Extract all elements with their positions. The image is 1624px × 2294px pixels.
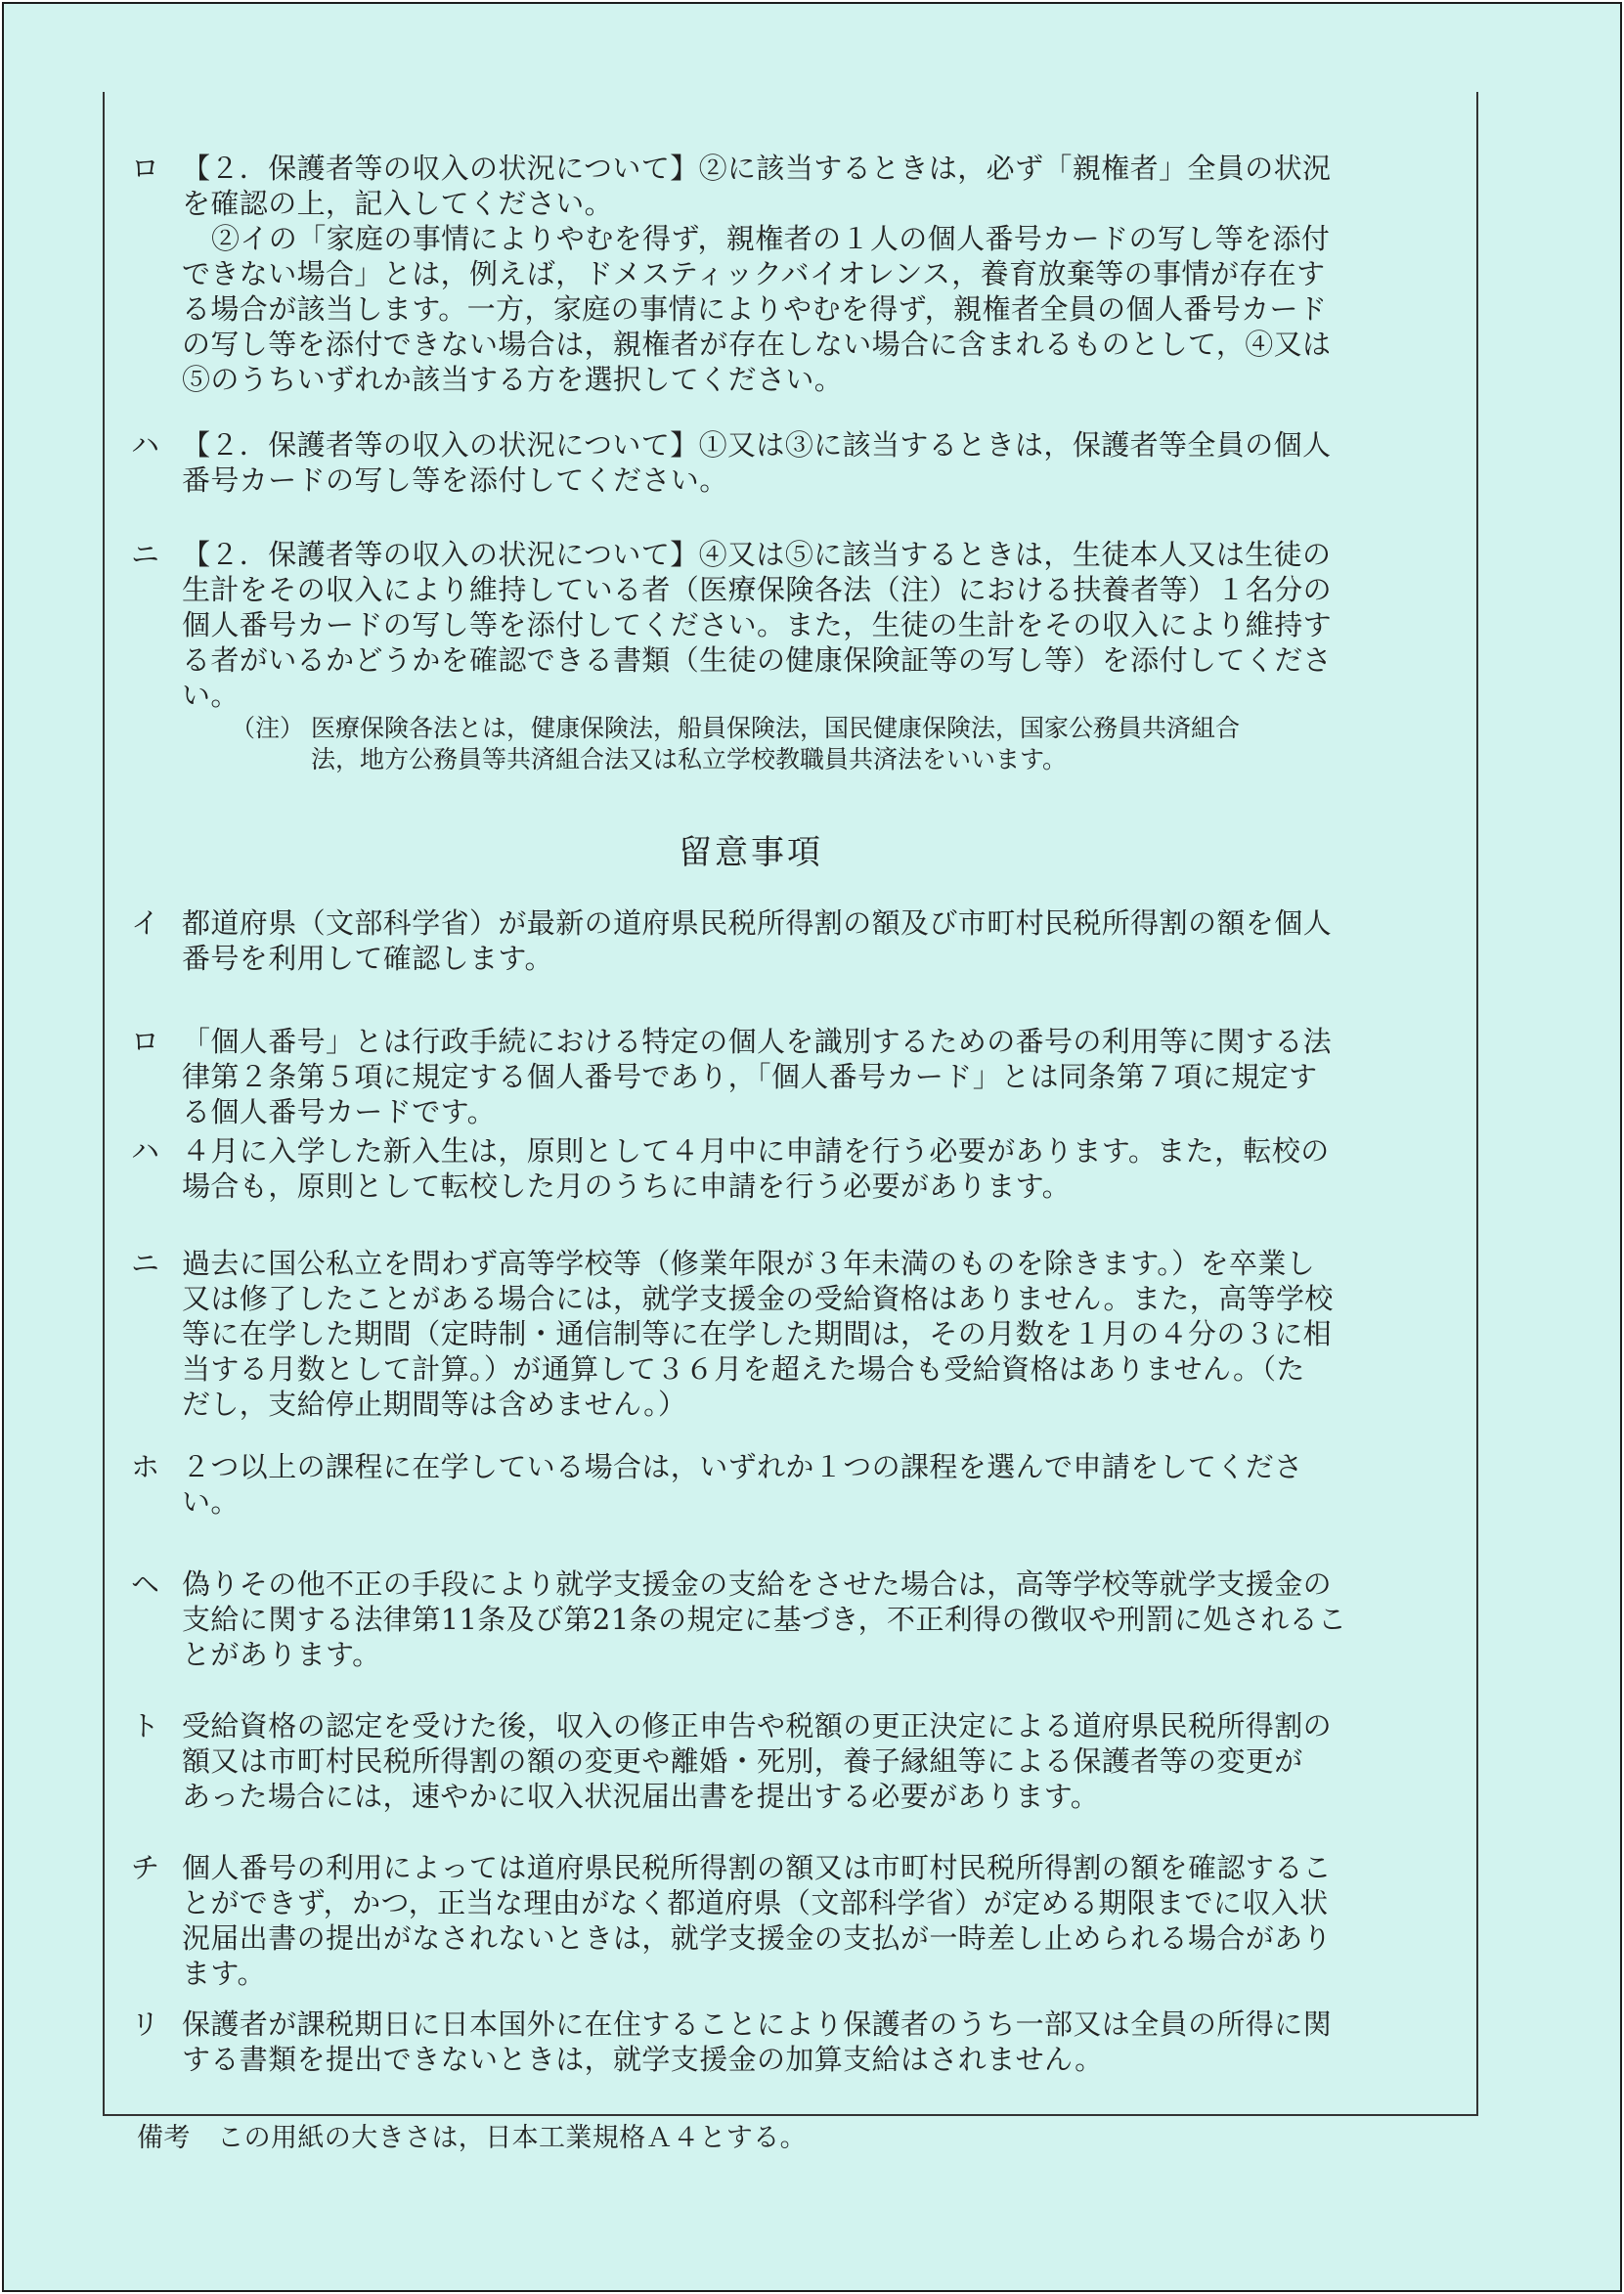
item-text: 「個人番号」とは行政手続における特定の個人を識別するための番号の利用等に関する法 律第２条第５項に規定する個人番号であり，「個人番号カード」とは同条第７項に規定す る個人番号カードです。 — [182, 1025, 1333, 1128]
item-text: 個人番号の利用によっては道府県民税所得割の額又は市町村民税所得割の額を確認するこ とができず，かつ，正当な理由がなく都道府県（文部科学省）が定める期限までに収入状 況届出書の提出がなされないときは，就学支援金の支払が一時差し止められる場合があり ます。 — [182, 1851, 1333, 1990]
item-marker: ロ — [131, 1025, 160, 1058]
item-text: 過去に国公私立を問わず高等学校等（修業年限が３年未満のものを除きます。）を卒業し 又は修了したことがある場合には，就学支援金の受給資格はありません。また，高等学校 等に在学した期間（定時制・通信制等に在学した期間は，その月数を１月の４分の３に相 当する月数として計算。）が通算して３６月を超えた場合も受給資格はありません。（た だし，支給停止期間等は含めません。） — [182, 1247, 1334, 1421]
item-he — [131, 1566, 1441, 1672]
item-marker: イ — [131, 906, 160, 940]
footnote-label: （注） — [231, 714, 305, 742]
item-text: 偽りその他不正の手段により就学支援金の支給をさせた場合は，高等学校等就学支援金の 支給に関する法律第11条及び第21条の規定に基づき，不正利得の徴収や刑罰に処されるこ とがあります。 — [182, 1567, 1347, 1671]
item-marker: ニ — [131, 538, 160, 571]
item-text: 受給資格の認定を受けた後，収入の修正申告や税額の更正決定による道府県民税所得割の 額又は市町村民税所得割の額の変更や離婚・死別，養子縁組等による保護者等の変更が あった場合には，速やかに収入状況届出書を提出する必要があります。 — [182, 1709, 1333, 1813]
item-text: 【２．保護者等の収入の状況について】②に該当するときは，必ず「親権者」全員の状況 を確認の上，記入してください。 — [182, 152, 1332, 220]
item-text: 【２．保護者等の収入の状況について】④又は⑤に該当するときは，生徒本人又は生徒の 生計をその収入により維持している者（医療保険各法（注）における扶養者等）１名分の 個人番号カードの写し等を添付してください。また，生徒の生計をその収入により維持す る者がいるかどうかを確認できる書類（生徒の健康保険証等の写し等）を添付してくださ い。 — [182, 538, 1333, 712]
item-i — [131, 905, 1441, 976]
item-marker: ト — [131, 1709, 160, 1743]
item-ho — [131, 1449, 1441, 1520]
item-ni — [131, 1246, 1441, 1422]
item-marker: ニ — [131, 1247, 160, 1280]
item-text: ２つ以上の課程に在学している場合は，いずれか１つの課程を選んで申請をしてくださ い。 — [182, 1450, 1303, 1519]
item-chi — [131, 1850, 1441, 1991]
item-text: 保護者が課税期日に日本国外に在住することにより保護者のうち一部又は全員の所得に関 する書類を提出できないときは，就学支援金の加算支給はされません。 — [182, 2007, 1333, 2076]
footnote — [231, 713, 1433, 775]
item-ro — [131, 1024, 1441, 1129]
footnote-text: 医療保険各法とは，健康保険法，船員保険法，国民健康保険法，国家公務員共済組合 法，地方公務員等共済組合法又は私立学校教職員共済法をいいます。 — [311, 714, 1241, 773]
item-text: 都道府県（文部科学省）が最新の道府県民税所得割の額及び市町村民税所得割の額を個人 番号を利用して確認します。 — [182, 906, 1333, 975]
item-marker: チ — [131, 1851, 160, 1884]
item-ri — [131, 2007, 1441, 2077]
item-marker: ホ — [131, 1450, 160, 1483]
document-page — [2, 2, 1622, 2292]
item-marker: ハ — [131, 1134, 160, 1168]
item-marker: ハ — [131, 428, 160, 462]
item-to — [131, 1708, 1441, 1814]
item-ha-upper — [131, 427, 1441, 498]
item-ni-upper — [131, 537, 1441, 713]
item-marker: ロ — [131, 152, 160, 185]
item-text: ４月に入学した新入生は，原則として４月中に申請を行う必要があります。また，転校の 場合も，原則として転校した月のうちに申請を行う必要があります。 — [182, 1134, 1330, 1203]
item-text: 【２．保護者等の収入の状況について】①又は③に該当するときは，保護者等全員の個人 番号カードの写し等を添付してください。 — [182, 428, 1332, 497]
item-text-continued: ②イの「家庭の事情によりやむを得ず，親権者の１人の個人番号カードの写し等を添付 できない場合」とは，例えば，ドメスティックバイオレンス，養育放棄等の事情が存在す る場合が該当します。一方，家庭の事情によりやむを得ず，親権者全員の個人番号カード の写し等を添付できない場合は，親権者が存在しない場合に含まれるものとして，④又は ⑤のうちいずれか該当する方を選択してください。 — [182, 222, 1332, 396]
footer-remark: 備考 この用紙の大きさは，日本工業規格Ａ４とする。 — [137, 2123, 807, 2153]
item-marker: リ — [131, 2007, 160, 2041]
section-heading: 留意事項 — [679, 833, 823, 872]
item-ha — [131, 1133, 1441, 1204]
item-ro-upper — [131, 151, 1441, 397]
item-marker: ヘ — [131, 1567, 160, 1601]
